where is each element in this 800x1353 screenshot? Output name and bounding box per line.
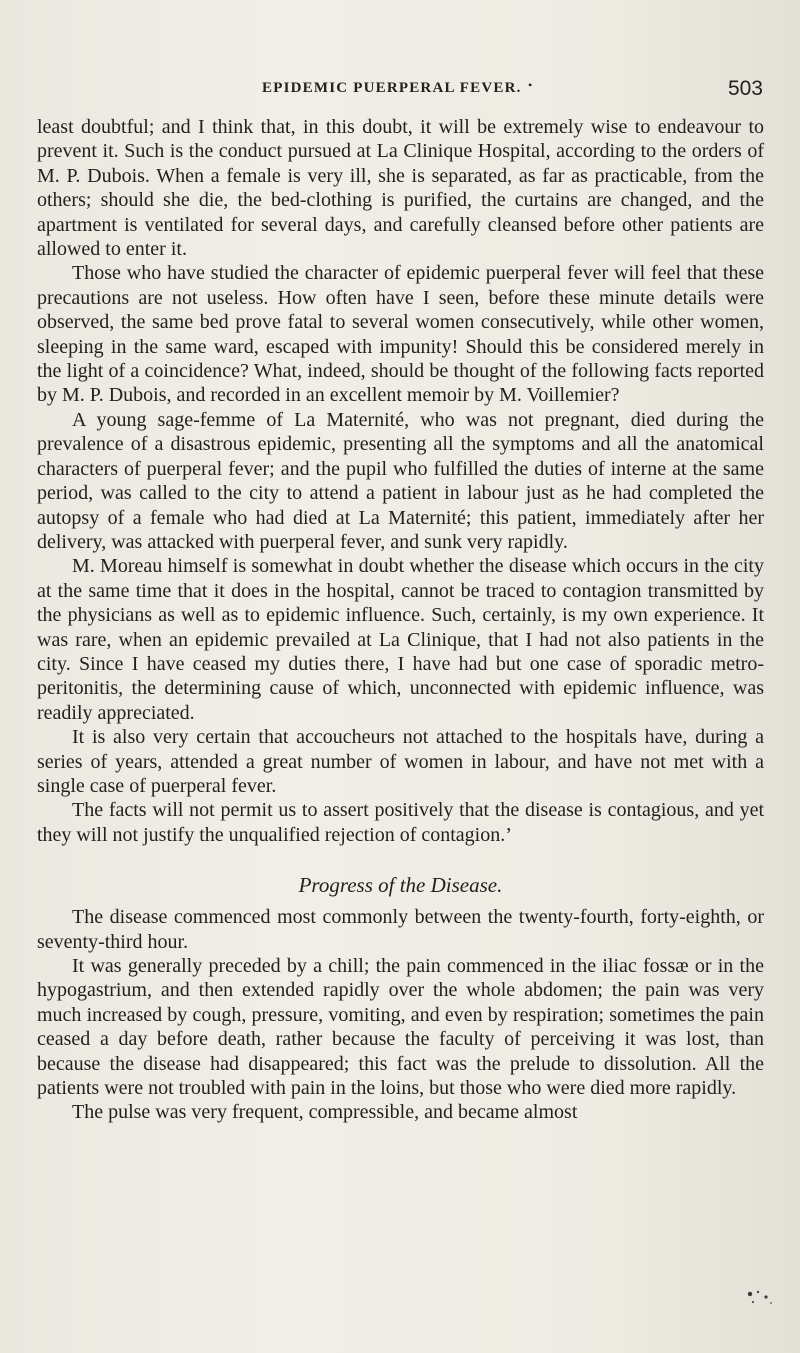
paragraph-accoucheurs: It is also very certain that accoucheurs not attached to the hospitals have, during a series of years, attended a great number of women in labour, and have not met with a single case of puerperal fever. [37, 726, 764, 797]
header-mark: • [528, 78, 533, 92]
body-text [37, 115, 764, 1125]
page-number: 503 [727, 77, 763, 100]
paragraph-onset: The disease commenced most commonly between the twenty-fourth, forty-eighth, or seventy-third hour. [37, 906, 764, 953]
paragraph-precautions: Those who have studied the character of epidemic puerperal fever will feel that these precautions are not useless. How often have I seen, before these minute details were observed, the same bed prove fatal to several women consecutively, while other women, sleeping in the same ward, escaped with impunity! Should this be considered merely in the light of a coincidence? What, indeed, should be thought of the following facts reported by M. P. Dubois, and recorded in an excellent memoir by M. Voillemier? [37, 262, 764, 407]
paragraph-pulse: The pulse was very frequent, compressible, and became almost [72, 1101, 578, 1124]
section-heading: Progress of the Disease. [298, 873, 503, 898]
ink-speck-mark [744, 1288, 778, 1308]
paragraph-pain: It was generally preceded by a chill; the pain commenced in the iliac fossæ or in the hypogastrium, and then extended rapidly over the whole abdomen; the pain was very much increased by cough, pressure, vomiting, and even by respiration; sometimes the pain ceased a day before death, rather because the faculty of perceiving it was lost, than because the disease had disappeared; this fact was the prelude to dissolution. All the patients were not troubled with pain in the loins, but those who were died more rapidly. [37, 955, 764, 1100]
paragraph-contagion: The facts will not permit us to assert positively that the disease is contagious, and yet they will not justify the unqualified rejection of contagion.’ [37, 799, 764, 846]
paragraph-sage-femme: A young sage-femme of La Maternité, who was not pregnant, died during the prevalence of a disastrous epidemic, presenting all the symptoms and all the anatomical characters of puerperal fever; and the pupil who fulfilled the duties of interne at the same period, was called to the city to attend a patient in labour just as he had completed the autopsy of a female who had died at La Maternité; this patient, immediately after her delivery, was attacked with puerperal fever, and sunk very rapidly. [37, 408, 764, 553]
running-head: EPIDEMIC PUERPERAL FEVER. [262, 80, 522, 96]
page-header [0, 77, 800, 106]
paragraph-continued: least doubtful; and I think that, in this doubt, it will be extremely wise to endeavour to prevent it. Such is the conduct pursued at La Clinique Hospital, according to the orders of M. P. Dubois. When a female is very ill, she is separated, as far as practicable, from the others; should she die, the bed-clothing is purified, the curtains are changed, and the apartment is ventilated for several days, and carefully cleansed before other patients are allowed to enter it. [37, 116, 764, 261]
paragraph-moreau: M. Moreau himself is somewhat in doubt whether the disease which occurs in the city at the same time that it does in the hospital, cannot be traced to contagion transmitted by the physicians as well as to epidemic influence. Such, certainly, is my own experience. It was rare, when an epidemic prevailed at La Clinique, that I had not also patients in the city. Since I have ceased my duties there, I have had but one case of sporadic metro-peritonitis, the determining cause of which, unconnected with epidemic influence, was readily appreciated. [37, 555, 764, 724]
